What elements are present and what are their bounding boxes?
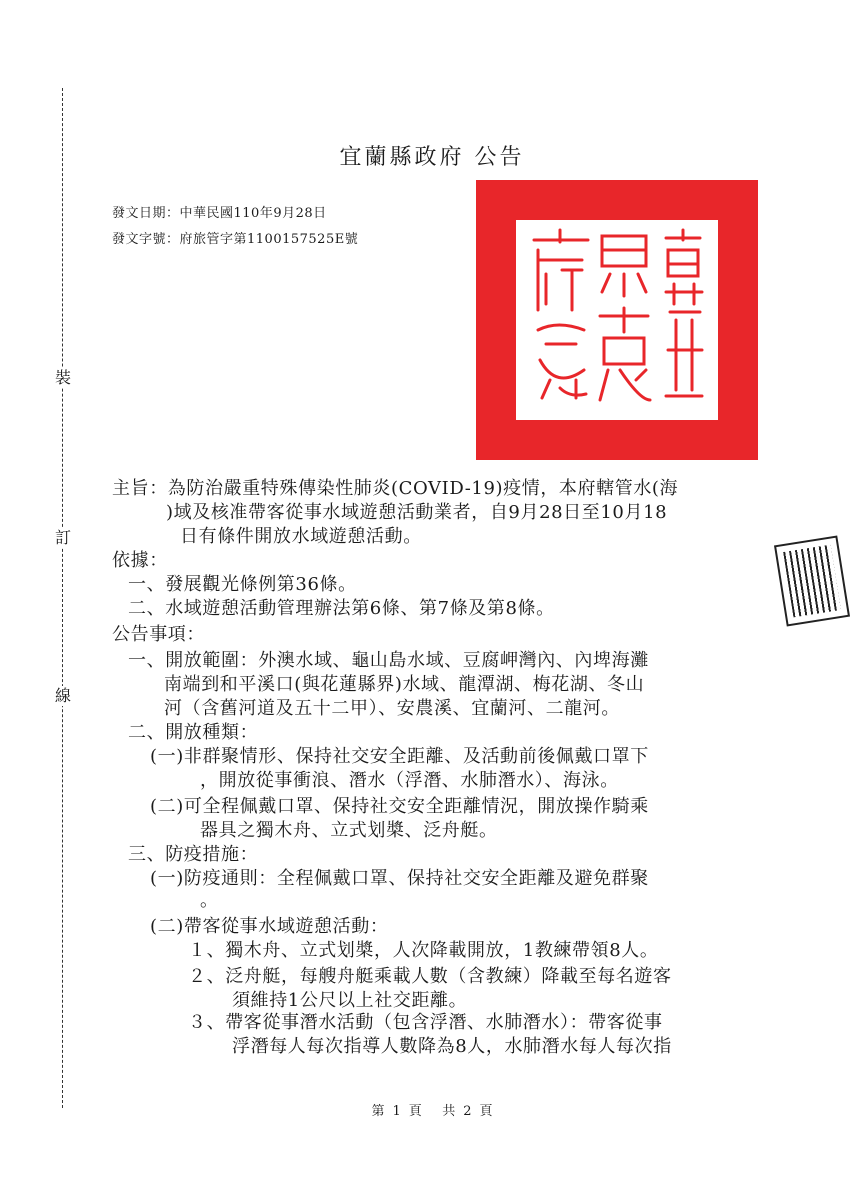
- basis-heading: 依據：: [112, 550, 168, 571]
- notice-item-3-sub-2-heading: (二)帶客從事水域遊憩活動：: [150, 916, 389, 937]
- subject-line-2: )域及核准帶客從事水域遊憩活動業者，自9月28日至10月18: [166, 502, 668, 523]
- subject-line-3: 日有條件開放水域遊憩活動。: [180, 526, 422, 547]
- notice-item-3-sub-2-point-2-line-1: ２、泛舟艇，每艘舟艇乘載人數（含教練）降載至每名遊客: [188, 966, 672, 987]
- notice-item-3-sub-1-line-2: 。: [200, 890, 219, 911]
- binding-dashed-line: [62, 88, 63, 1108]
- page-unit: 頁: [408, 1104, 422, 1119]
- notice-item-3-heading: 三、防疫措施：: [128, 844, 259, 865]
- notice-item-2-sub-1-line-1: (一)非群聚情形、保持社交安全距離、及活動前後佩戴口罩下: [150, 746, 649, 767]
- notice-item-2-sub-2-line-2: 器具之獨木舟、立式划槳、泛舟艇。: [200, 820, 498, 841]
- seal-script-glyphs: [516, 220, 718, 420]
- notice-item-2-sub-1-line-2: ，開放從事衝浪、潛水（浮潛、水肺潛水）、海泳。: [200, 770, 619, 791]
- basis-item-1: 一、發展觀光條例第36條。: [128, 574, 357, 595]
- notice-item-3-sub-2-point-3-line-1: ３、帶客從事潛水活動（包含浮潛、水肺潛水）：帶客從事: [188, 1012, 663, 1033]
- total-pages: 2: [463, 1104, 472, 1119]
- notice-item-3-sub-2-point-1: １、獨木舟、立式划槳，人次降載開放，1教練帶領8人。: [188, 940, 659, 961]
- basis-item-2: 二、水域遊憩活動管理辦法第6條、第7條及第8條。: [128, 598, 555, 619]
- official-seal: [476, 180, 758, 460]
- document-number: 發文字號：府旅管字第1100157525E號: [112, 232, 359, 247]
- subject-line-1: 主旨：為防治嚴重特殊傳染性肺炎(COVID-19)疫情，本府轄管水(海: [112, 478, 679, 499]
- notice-item-3-sub-2-point-2-line-2: 須維持1公尺以上社交距離。: [232, 990, 468, 1011]
- total-label: 共: [442, 1104, 456, 1119]
- notice-heading: 公告事項：: [112, 624, 205, 645]
- page-label: 第: [371, 1104, 385, 1119]
- page-footer: [0, 1100, 864, 1119]
- notice-item-3-sub-2-point-3-line-2: 浮潛每人每次指導人數降為8人，水肺潛水每人每次指: [232, 1036, 672, 1057]
- notice-item-2-heading: 二、開放種類：: [128, 722, 259, 743]
- seal-inner-frame: [514, 218, 720, 422]
- binding-mark-ding: 訂: [54, 528, 71, 547]
- binding-mark-xian: 線: [54, 686, 71, 705]
- total-unit: 頁: [479, 1104, 493, 1119]
- document-title: 宜蘭縣政府 公告: [339, 145, 525, 170]
- issue-date: 發文日期：中華民國110年9月28日: [112, 206, 327, 221]
- notice-item-1-line-3: 河（含舊河道及五十二甲）、安農溪、宜蘭河、二龍河。: [164, 698, 620, 719]
- notice-item-1-line-1: 一、開放範圍：外澳水域、龜山島水域、豆腐岬灣內、內埤海灘: [128, 650, 649, 671]
- binding-mark-zhuang: 裝: [54, 368, 71, 387]
- stamp-pattern: [783, 545, 841, 618]
- notice-item-1-line-2: 南端到和平溪口(與花蓮縣界)水域、龍潭湖、梅花湖、冬山: [164, 674, 645, 695]
- notice-item-2-sub-2-line-1: (二)可全程佩戴口罩、保持社交安全距離情況，開放操作騎乘: [150, 796, 649, 817]
- notice-item-3-sub-1-line-1: (一)防疫通則：全程佩戴口罩、保持社交安全距離及避免群聚: [150, 868, 649, 889]
- page-number: 1: [392, 1104, 401, 1119]
- receipt-stamp: [774, 535, 850, 626]
